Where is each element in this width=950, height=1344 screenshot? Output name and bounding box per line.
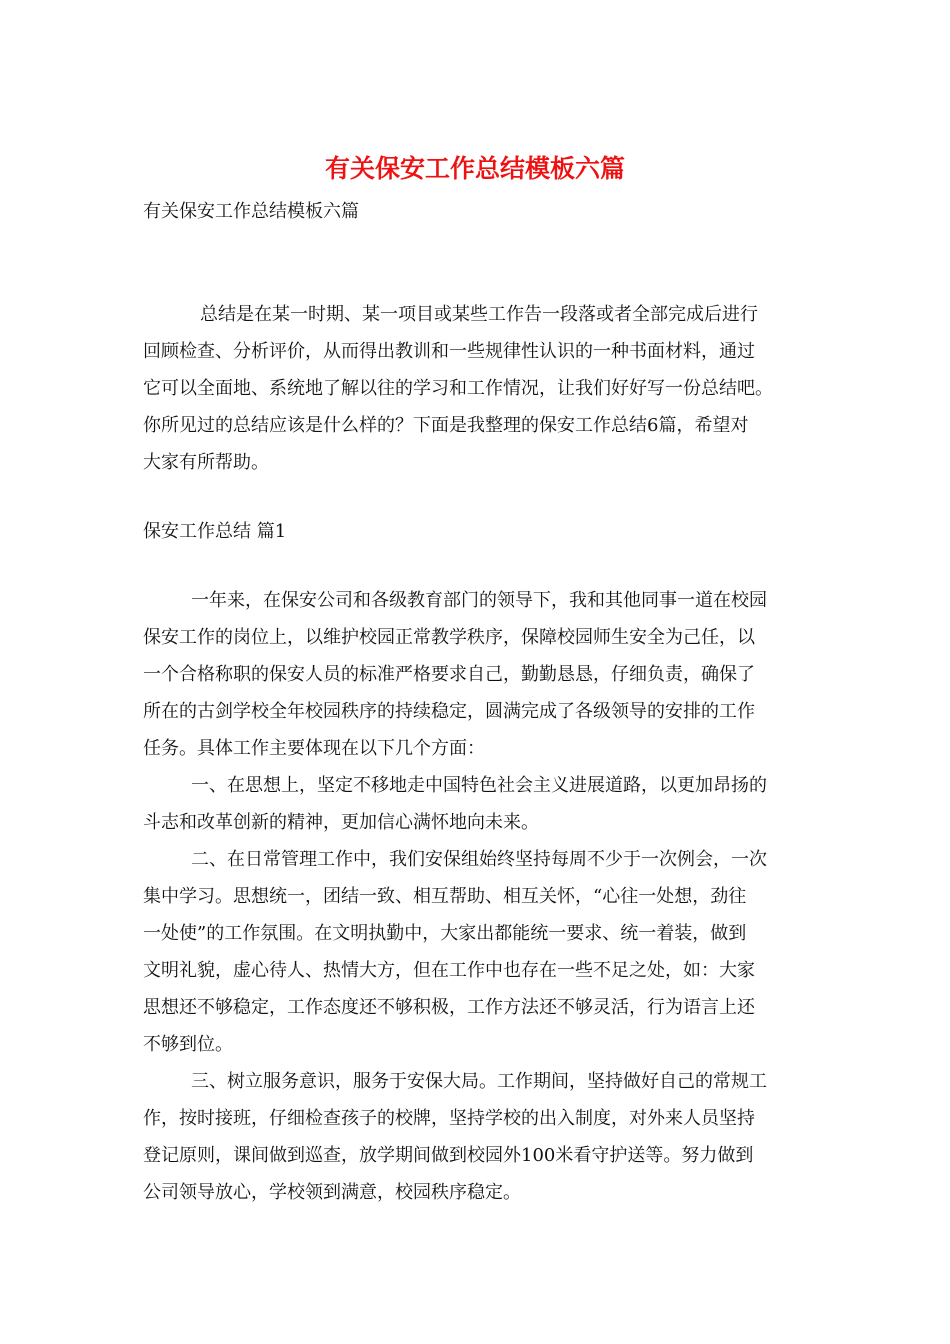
paragraph-line: 任务。具体工作主要体现在以下几个方面： [143,738,485,759]
paragraph-line: 一、在思想上，坚定不移地走中国特色社会主义进展道路，以更加昂扬的 [191,775,767,796]
paragraph-line: 一个合格称职的保安人员的标准严格要求自己，勤勤恳恳，仔细负责，确保了 [143,664,755,685]
paragraph-line: 所在的古剑学校全年校园秩序的持续稳定，圆满完成了各级领导的安排的工作 [143,701,755,722]
paragraph-line: 斗志和改革创新的精神，更加信心满怀地向未来。 [143,812,539,833]
paragraph-line: 公司领导放心，学校领到满意，校园秩序稳定。 [143,1182,521,1203]
document-subtitle: 有关保安工作总结模板六篇 [143,201,359,222]
paragraph-line: 保安工作的岗位上，以维护校园正常教学秩序，保障校园师生安全为己任，以 [143,627,755,648]
document-title: 有关保安工作总结模板六篇 [324,154,625,183]
paragraph-line: 登记原则，课间做到巡查，放学期间做到校园外100米看守护送等。努力做到 [143,1145,754,1166]
paragraph-line: 二、在日常管理工作中，我们安保组始终坚持每周不少于一次例会，一次 [191,849,767,870]
paragraph-line: 不够到位。 [143,1034,233,1055]
paragraph-line: 文明礼貌，虚心待人、热情大方，但在工作中也存在一些不足之处，如：大家 [143,960,755,981]
paragraph-line: 思想还不够稳定，工作态度还不够积极，工作方法还不够灵活，行为语言上还 [143,997,755,1018]
paragraph-line: 作，按时接班，仔细检查孩子的校牌，坚持学校的出入制度，对外来人员坚持 [143,1108,755,1129]
paragraph-line: 总结是在某一时期、某一项目或某些工作告一段落或者全部完成后进行 [200,304,758,325]
section-body [143,582,813,1211]
paragraph-line: 集中学习。思想统一，团结一致、相互帮助、相互关怀，“心往一处想，劲往 [143,886,747,907]
paragraph-line: 它可以全面地、系统地了解以往的学习和工作情况，让我们好好写一份总结吧。 [143,378,773,399]
paragraph-line: 一年来，在保安公司和各级教育部门的领导下，我和其他同事一道在校园 [191,590,767,611]
section-heading: 保安工作总结 篇1 [143,521,287,542]
paragraph-line: 一处使”的工作氛围。在文明执勤中，大家出都能统一要求、统一着装，做到 [143,923,747,944]
intro-paragraph [143,296,813,481]
paragraph-line: 三、树立服务意识，服务于安保大局。工作期间，坚持做好自己的常规工 [191,1071,767,1092]
paragraph-line: 大家有所帮助。 [143,452,269,473]
paragraph-line: 回顾检查、分析评价，从而得出教训和一些规律性认识的一种书面材料，通过 [143,341,755,362]
paragraph-line: 你所见过的总结应该是什么样的？下面是我整理的保安工作总结6篇，希望对 [143,415,749,436]
